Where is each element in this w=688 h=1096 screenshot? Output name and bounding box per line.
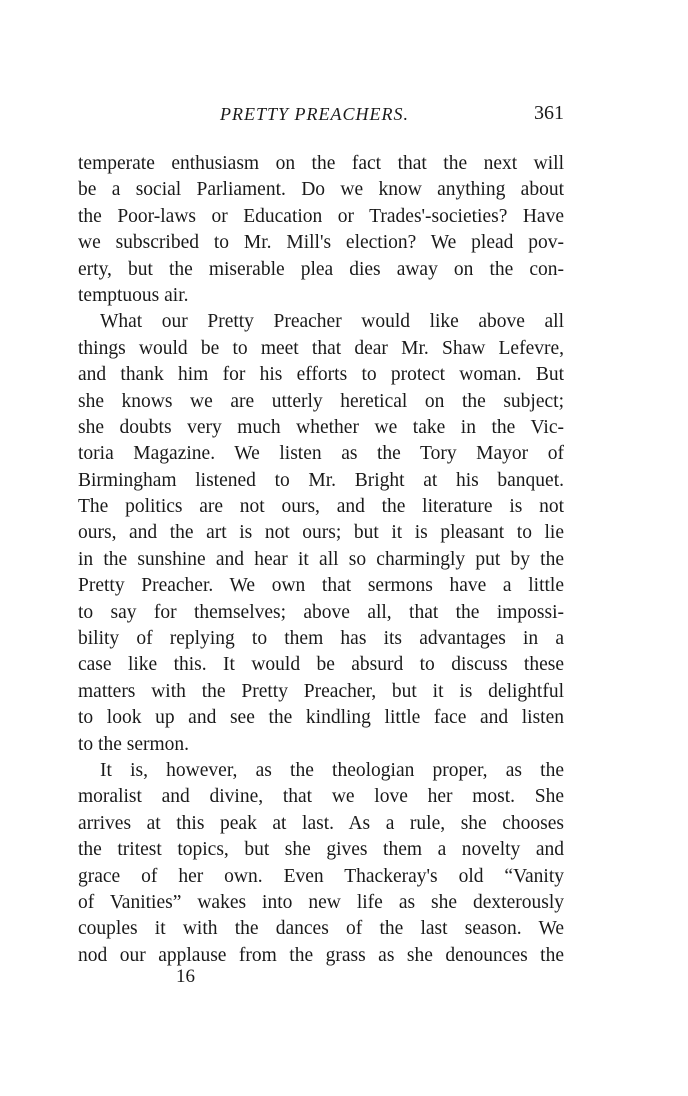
text-line: grace of her own. Even Thackeray's old “Vanity bbox=[78, 865, 564, 887]
body-text bbox=[78, 151, 564, 969]
text-line: nod our applause from the grass as she denounces the bbox=[78, 944, 564, 966]
text-line: the Poor-laws or Education or Trades'-societies? Have bbox=[78, 205, 564, 227]
text-line: the tritest topics, but she gives them a novelty and bbox=[78, 839, 564, 861]
text-line: she knows we are utterly heretical on the subject; bbox=[78, 390, 564, 412]
text-line: things would be to meet that dear Mr. Shaw Lefevre, bbox=[78, 337, 564, 359]
text-line: The politics are not ours, and the literature is not bbox=[78, 496, 564, 518]
text-line: case like this. It would be absurd to discuss these bbox=[78, 654, 564, 676]
text-line: she doubts very much whether we take in the Vic- bbox=[78, 416, 564, 438]
text-line: to look up and see the kindling little face and listen bbox=[78, 707, 564, 729]
text-line: in the sunshine and hear it all so charmingly put by the bbox=[78, 548, 564, 570]
text-line: toria Magazine. We listen as the Tory Mayor of bbox=[78, 443, 564, 465]
text-line: be a social Parliament. Do we know anything about bbox=[78, 179, 564, 201]
text-line: couples it with the dances of the last season. We bbox=[78, 918, 564, 940]
text-line: erty, but the miserable plea dies away on the con- bbox=[78, 258, 564, 280]
running-head bbox=[78, 104, 564, 134]
text-line: to the sermon. bbox=[78, 733, 190, 755]
text-line: It is, however, as the theologian proper, as the bbox=[100, 759, 564, 781]
text-line: What our Pretty Preacher would like above all bbox=[100, 311, 564, 333]
text-line: ours, and the art is not ours; but it is pleasant to lie bbox=[78, 522, 564, 544]
page-number: 361 bbox=[534, 102, 564, 124]
text-line: Birmingham listened to Mr. Bright at his banquet. bbox=[78, 469, 564, 491]
text-line: temptuous air. bbox=[78, 284, 189, 306]
text-line: bility of replying to them has its advantages in a bbox=[78, 628, 564, 650]
running-head-title: PRETTY PREACHERS. bbox=[220, 104, 409, 124]
text-line: Pretty Preacher. We own that sermons have a little bbox=[78, 575, 564, 597]
signature-mark: 16 bbox=[176, 966, 195, 987]
text-line: temperate enthusiasm on the fact that the next will bbox=[78, 153, 564, 174]
text-line: and thank him for his efforts to protect woman. But bbox=[78, 364, 564, 386]
text-line: matters with the Pretty Preacher, but it is delightful bbox=[78, 680, 564, 702]
text-line: to say for themselves; above all, that the impossi- bbox=[78, 601, 564, 623]
text-line: moralist and divine, that we love her most. She bbox=[78, 786, 564, 808]
text-line: of Vanities” wakes into new life as she dexterously bbox=[78, 891, 564, 913]
text-line: arrives at this peak at last. As a rule, she chooses bbox=[78, 812, 564, 834]
text-line: we subscribed to Mr. Mill's election? We plead pov- bbox=[78, 232, 564, 254]
book-page bbox=[78, 102, 564, 987]
